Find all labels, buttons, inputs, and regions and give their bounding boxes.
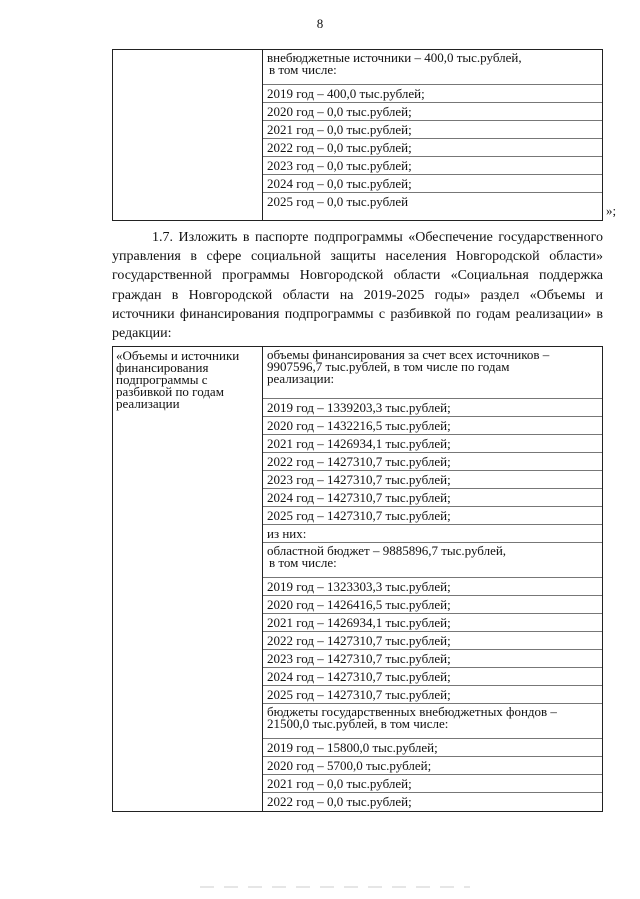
funding-line: 2020 год – 1432216,5 тыс.рублей; [263, 417, 602, 435]
amendment-paragraph [112, 228, 603, 343]
funding-line: 2020 год – 5700,0 тыс.рублей; [263, 757, 602, 775]
funding-table-continuation [112, 49, 603, 221]
funding-line: 2022 год – 0,0 тыс.рублей; [267, 794, 412, 809]
funding-table [112, 346, 603, 812]
funding-line: 2021 год – 1426934,1 тыс.рублей; [263, 614, 602, 632]
funding-line: 2025 год – 1427310,7 тыс.рублей; [263, 686, 602, 704]
line-text: бюджеты государственных внебюджетных фондов – [267, 704, 557, 719]
page-number: 8 [316, 16, 324, 31]
funding-line: 2024 год – 0,0 тыс.рублей; [263, 175, 602, 193]
funding-line: 2022 год – 0,0 тыс.рублей; [263, 139, 602, 157]
funding-line: 2021 год – 0,0 тыс.рублей; [263, 775, 602, 793]
funding-line: 2025 год – 0,0 тыс.рублей [267, 194, 409, 209]
line-text: внебюджетные источники – 400,0 тыс.рублей, [267, 50, 522, 65]
section-title-cell: «Объемы и источники финансирования подпрограммы с разбивкой по годам реализации [113, 347, 263, 812]
paragraph-text: 1.7. Изложить в паспорте подпрограммы «Обеспечение государственного управления в сфере социальной защиты населения Новгородской области» государственной программы Новгородской области «Социальная поддержка граждан в Новгородской области на 2019-2025 годы» раздел «Объемы и источники финансирования подпрограммы с разбивкой по годам реализации» в редакции: [112, 230, 603, 342]
funding-line: 2024 год – 1427310,7 тыс.рублей; [263, 489, 602, 507]
funding-line: 2023 год – 1427310,7 тыс.рублей; [263, 650, 602, 668]
funding-line: 2021 год – 0,0 тыс.рублей; [263, 121, 602, 139]
line-text: объемы финансирования за счет всех источников – [267, 347, 550, 362]
line-text: реализации: [267, 371, 335, 386]
line-text: в том числе: [269, 62, 337, 77]
funding-line [263, 50, 602, 85]
funding-line: 2022 год – 1427310,7 тыс.рублей; [263, 632, 602, 650]
line-text: в том числе: [269, 555, 337, 570]
funding-line: 2025 год – 1427310,7 тыс.рублей; [263, 507, 602, 525]
funding-line [263, 704, 602, 739]
funding-line: 2019 год – 1323303,3 тыс.рублей; [263, 578, 602, 596]
funding-line: 2020 год – 1426416,5 тыс.рублей; [263, 596, 602, 614]
line-text: областной бюджет – 9885896,7 тыс.рублей, [267, 543, 507, 558]
funding-line: 2021 год – 1426934,1 тыс.рублей; [263, 435, 602, 453]
funding-line: 2019 год – 1339203,3 тыс.рублей; [263, 399, 602, 417]
table1-left-cell [113, 50, 263, 221]
funding-line: 2019 год – 15800,0 тыс.рублей; [263, 739, 602, 757]
scan-artifact [200, 886, 470, 888]
funding-line: 2020 год – 0,0 тыс.рублей; [263, 103, 602, 121]
funding-line: 2023 год – 0,0 тыс.рублей; [263, 157, 602, 175]
funding-line: 2019 год – 400,0 тыс.рублей; [263, 85, 602, 103]
closing-quote: »; [606, 203, 617, 218]
table1-right-cell [263, 50, 603, 221]
line-text: 21500,0 тыс.рублей, в том числе: [267, 716, 449, 731]
funding-line: 2024 год – 1427310,7 тыс.рублей; [263, 668, 602, 686]
funding-line [263, 347, 602, 399]
funding-line: 2022 год – 1427310,7 тыс.рублей; [263, 453, 602, 471]
funding-line: 2023 год – 1427310,7 тыс.рублей; [263, 471, 602, 489]
line-text: 9907596,7 тыс.рублей, в том числе по годам [267, 359, 510, 374]
table2-right-cell [263, 347, 603, 812]
funding-line [263, 543, 602, 578]
funding-line: из них: [263, 525, 602, 543]
